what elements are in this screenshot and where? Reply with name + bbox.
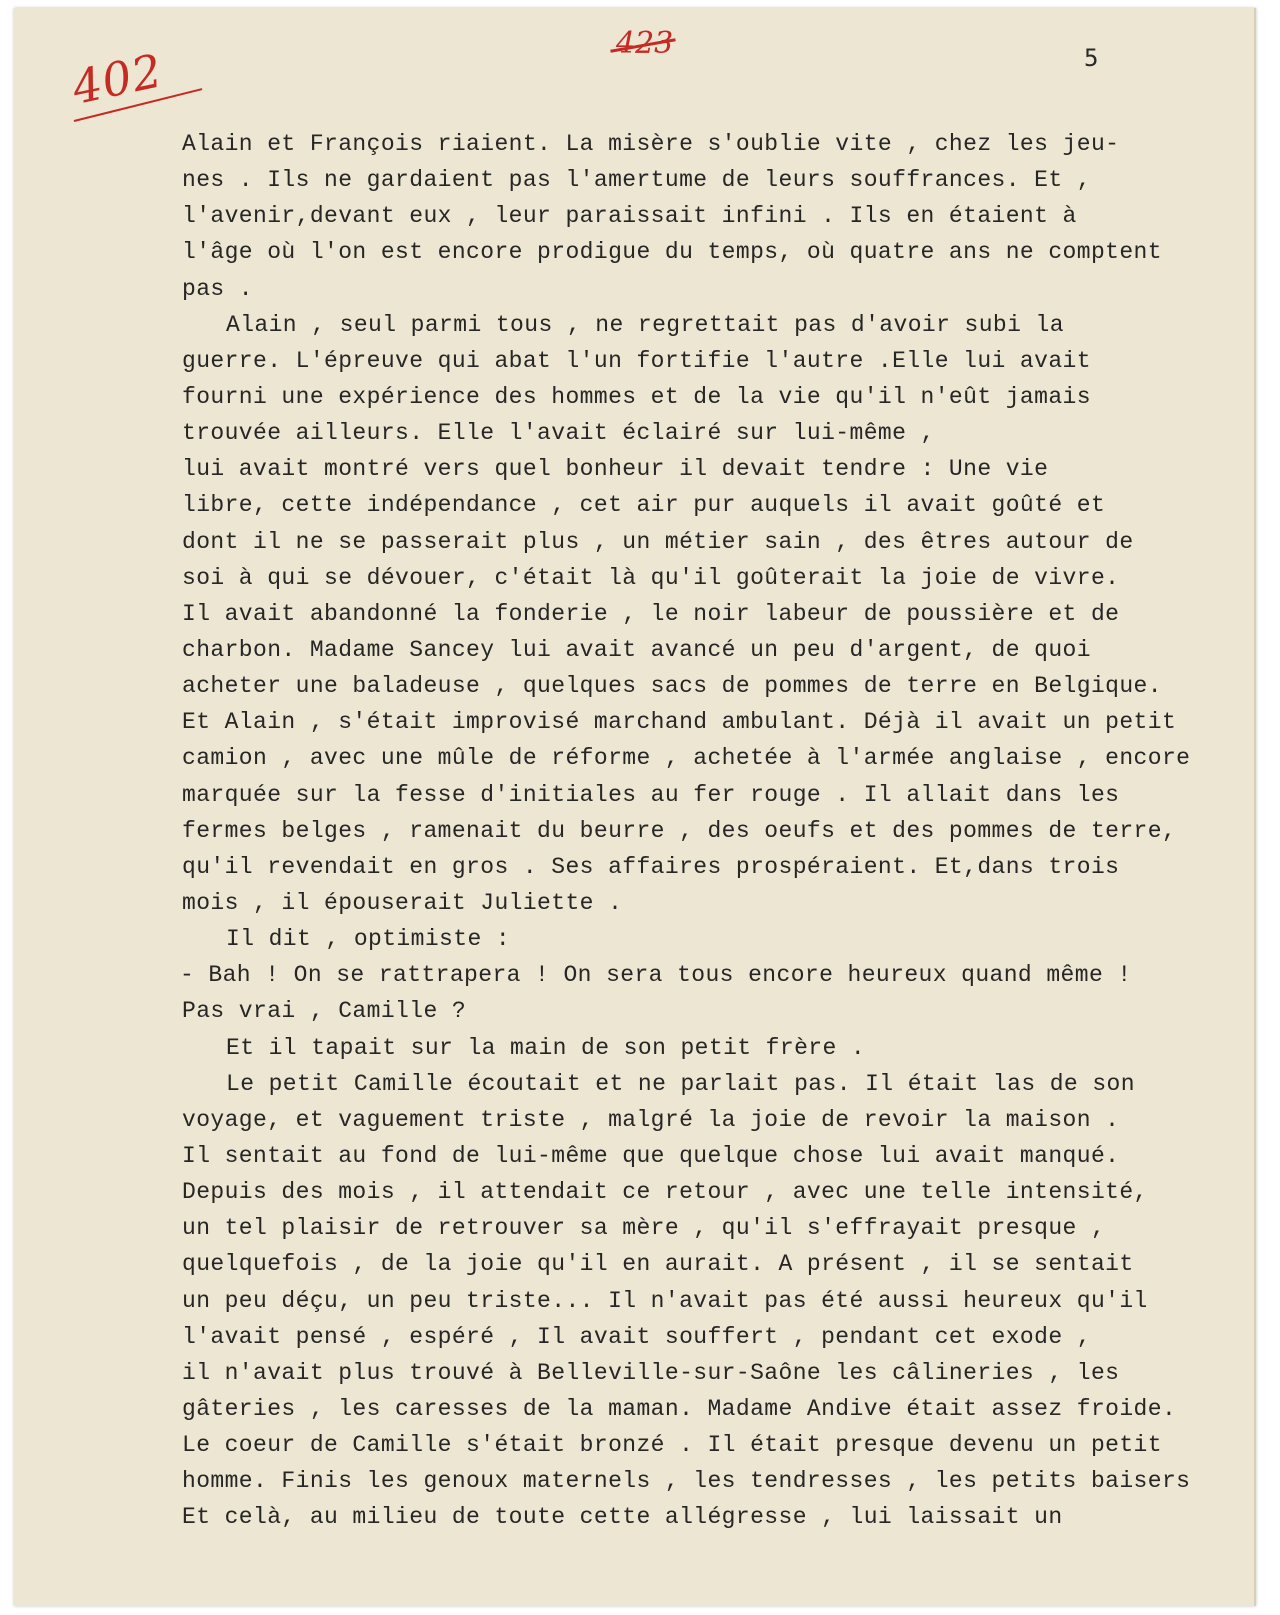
text-line: fermes belges , ramenait du beurre , des oeufs et des pommes de terre, xyxy=(182,817,1177,844)
text-line: l'avait pensé , espéré , Il avait souffert , pendant cet exode , xyxy=(182,1323,1091,1350)
text-line: Et il tapait sur la main de son petit frère . xyxy=(226,1034,866,1061)
text-line: un tel plaisir de retrouver sa mère , qu'il s'effrayait presque , xyxy=(182,1215,1106,1242)
text-line: quelquefois , de la joie qu'il en aurait. A présent , il se sentait xyxy=(182,1251,1134,1278)
manuscript-page xyxy=(14,8,1256,1606)
text-line: Et celà, au milieu de toute cette allégresse , lui laissait un xyxy=(182,1504,1063,1531)
text-line: voyage, et vaguement triste , malgré la joie de revoir la maison . xyxy=(182,1106,1120,1133)
text-line: soi à qui se dévouer, c'était là qu'il goûterait la joie de vivre. xyxy=(182,564,1120,591)
folio-annotation: 402 xyxy=(67,43,168,115)
text-line: pas . xyxy=(182,275,254,302)
text-line: homme. Finis les genoux maternels , les tendresses , les petits baisers xyxy=(182,1468,1191,1495)
text-line: Il avait abandonné la fonderie , le noir labeur de poussière et de xyxy=(182,600,1120,627)
text-line: acheter une baladeuse , quelques sacs de pommes de terre en Belgique. xyxy=(182,673,1162,700)
text-line: Il sentait au fond de lui-même que quelque chose lui avait manqué. xyxy=(182,1142,1120,1169)
text-line: Alain et François riaient. La misère s'oublie vite , chez les jeu- xyxy=(182,131,1120,157)
text-line: qu'il revendait en gros . Ses affaires prospéraient. Et,dans trois xyxy=(182,853,1120,880)
text-line: Alain , seul parmi tous , ne regrettait pas d'avoir subi la xyxy=(226,311,1064,338)
text-line: l'avenir,devant eux , leur paraissait infini . Ils en étaient à xyxy=(182,203,1077,230)
text-line: Pas vrai , Camille ? xyxy=(182,998,467,1025)
text-line: charbon. Madame Sancey lui avait avancé un peu d'argent, de quoi xyxy=(182,636,1091,663)
text-line: Et Alain , s'était improvisé marchand ambulant. Déjà il avait un petit xyxy=(182,709,1177,736)
text-line: trouvée ailleurs. Elle l'avait éclairé sur lui-même , xyxy=(182,420,935,447)
crossed-out-page-number: 423 xyxy=(616,26,674,61)
text-line: dont il ne se passerait plus , un métier sain , des êtres autour de xyxy=(182,528,1134,555)
page-number: 5 xyxy=(1084,44,1099,72)
text-line: un peu déçu, un peu triste... Il n'avait pas été aussi heureux qu'il xyxy=(182,1287,1148,1314)
text-line: camion , avec une mûle de réforme , achetée à l'armée anglaise , encore xyxy=(182,745,1191,772)
text-line: - Bah ! On se rattrapera ! On sera tous encore heureux quand même ! xyxy=(180,962,1132,989)
text-line: nes . Ils ne gardaient pas l'amertume de leurs souffrances. Et , xyxy=(182,167,1091,194)
text-line: gâteries , les caresses de la maman. Madame Andive était assez froide. xyxy=(182,1395,1177,1422)
text-line: mois , il épouserait Juliette . xyxy=(182,889,623,916)
text-line: Le petit Camille écoutait et ne parlait pas. Il était las de son xyxy=(226,1070,1135,1097)
text-line: lui avait montré vers quel bonheur il devait tendre : Une vie xyxy=(182,456,1049,483)
text-line: Le coeur de Camille s'était bronzé . Il était presque devenu un petit xyxy=(182,1432,1162,1459)
text-line: marquée sur la fesse d'initiales au fer rouge . Il allait dans les xyxy=(182,781,1120,808)
text-line: Il dit , optimiste : xyxy=(226,926,511,953)
text-line: fourni une expérience des hommes et de la vie qu'il n'eût jamais xyxy=(182,383,1091,410)
text-line: l'âge où l'on est encore prodigue du temps, où quatre ans ne comptent xyxy=(182,239,1162,266)
text-line: libre, cette indépendance , cet air pur auquels il avait goûté et xyxy=(182,492,1106,519)
text-line: il n'avait plus trouvé à Belleville-sur-Saône les câlineries , les xyxy=(182,1359,1120,1386)
text-line: guerre. L'épreuve qui abat l'un fortifie l'autre .Elle lui avait xyxy=(182,347,1091,374)
text-line: Depuis des mois , il attendait ce retour , avec une telle intensité, xyxy=(182,1179,1148,1206)
typewritten-text xyxy=(182,126,1222,1535)
